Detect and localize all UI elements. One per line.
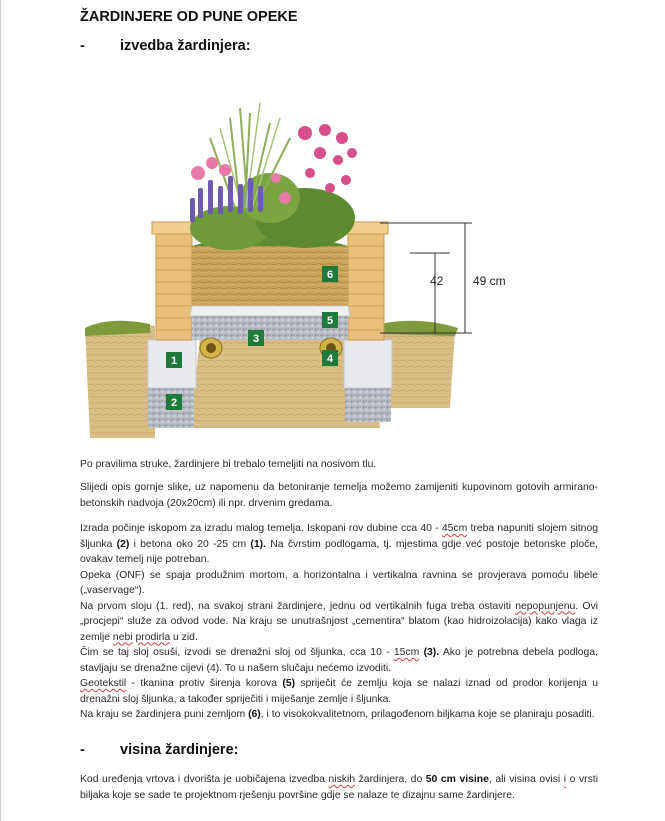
step-first-row: Na prvom sloju (1. red), na svakoj strani žardinjere, jednu od vertikalnih fuga treba ostaviti nepopunjenu. Ovi „procjepi“ služe za odvod vode. Na kraju se unutrašnjost „cementira“ blatom (kao hidroizolacija) kako vlaga iz zemlje nebi prodirla u zid.: [80, 600, 598, 643]
step-soil-fill: Na kraju se žardinjera puni zemljom (6), i to visokokvalitetnom, prilagođenom biljkama koje se planiraju posaditi.: [80, 709, 595, 720]
step-excavation: Izrada počinje iskopom za izradu malog temelja. Iskopani rov dubine cca 40 - 45cm treba napuniti slojem sitnog šljunka (2) i betona oko 20 -25 cm (1). Na čvrstim podlogama, tj. mjestima gdje već postoje betonske ploče, ovakav temelj nije potreban.: [80, 523, 598, 565]
section-heading-height: [80, 742, 238, 758]
planter-cross-section-illustration: [80, 58, 520, 438]
badge-label: 3: [252, 333, 260, 345]
page-edge: [0, 0, 1, 821]
paragraph-height: Kod uređenja vrtova i dvorišta je uobičajena izvedba niskih žardinjera, do 50 cm visine, ali visina ovisi i o vrsti biljaka koje se sade te projektnom rješenju površine gdje se nalaze te dizajnu same žardinjere.: [80, 774, 599, 801]
layer-badge-2: [166, 394, 182, 410]
dimension-lines: [380, 223, 472, 333]
grass-right: [380, 321, 458, 336]
gravel-foundation-right: [345, 386, 391, 422]
layer-badge-4: [322, 350, 338, 366]
layer-badge-1: [166, 352, 182, 368]
heading-text: visina žardinjere:: [120, 742, 239, 758]
brick-wall-left: [152, 222, 196, 340]
paragraph-figure-description: Slijedi opis gornje slike, uz napomenu da betoniranje temelja možemo zamijeniti kupovinom gotovih armirano-betonskih nadvoja (20x20cm) ili npr. drvenim gredama.: [80, 482, 598, 509]
badge-label: 1: [170, 355, 178, 367]
paragraph-construction-steps: [80, 521, 598, 723]
heading-dash: -: [80, 742, 85, 758]
drain-pipe-left: [200, 338, 222, 358]
ground-left: [85, 323, 155, 438]
brick-wall-right: [344, 222, 388, 340]
section-heading-construction: [80, 38, 251, 54]
heading-dash: -: [80, 38, 85, 54]
document-title: ŽARDINJERE OD PUNE OPEKE: [80, 9, 298, 25]
badge-label: 2: [170, 397, 178, 409]
layer-badge-6: [322, 266, 338, 282]
concrete-foundation-right: [344, 340, 392, 388]
badge-label: 6: [326, 269, 334, 281]
layer-badge-5: [322, 312, 338, 328]
step-geotextile: Geotekstil - tkanina protiv širenja korova (5) spriječit će zemlju koja se nalazi iznad od prodor korijenja u drenažni sloj šljunka, a također spriječiti i miješanje zemlje i šljunka.: [80, 678, 598, 705]
step-bricks: Opeka (ONF) se spaja produžnim mortom, a horizontalna i vertikalna ravnina se provjerava pomoću libele („vaservage“).: [80, 569, 598, 596]
plants: [190, 103, 357, 250]
dimension-outer-label: 49 cm: [473, 274, 506, 288]
layer-badge-3: [248, 330, 264, 346]
badge-label: 4: [326, 353, 334, 365]
heading-text: izvedba žardinjera:: [120, 38, 251, 54]
badge-label: 5: [326, 315, 334, 327]
step-drainage: Čim se taj sloj osuši, izvodi se drenažni sloj od šljunka, cca 10 - 15cm (3). Ako je potrebna debela podloga, stavljaju se drenažne cijevi (4). To u našem slučaju nećemo izvoditi.: [80, 647, 599, 674]
dimension-inner-label: 42: [430, 274, 444, 288]
paragraph-foundation: Po pravilima struke, žardinjere bi trebalo temeljiti na nosivom tlu.: [80, 459, 377, 470]
